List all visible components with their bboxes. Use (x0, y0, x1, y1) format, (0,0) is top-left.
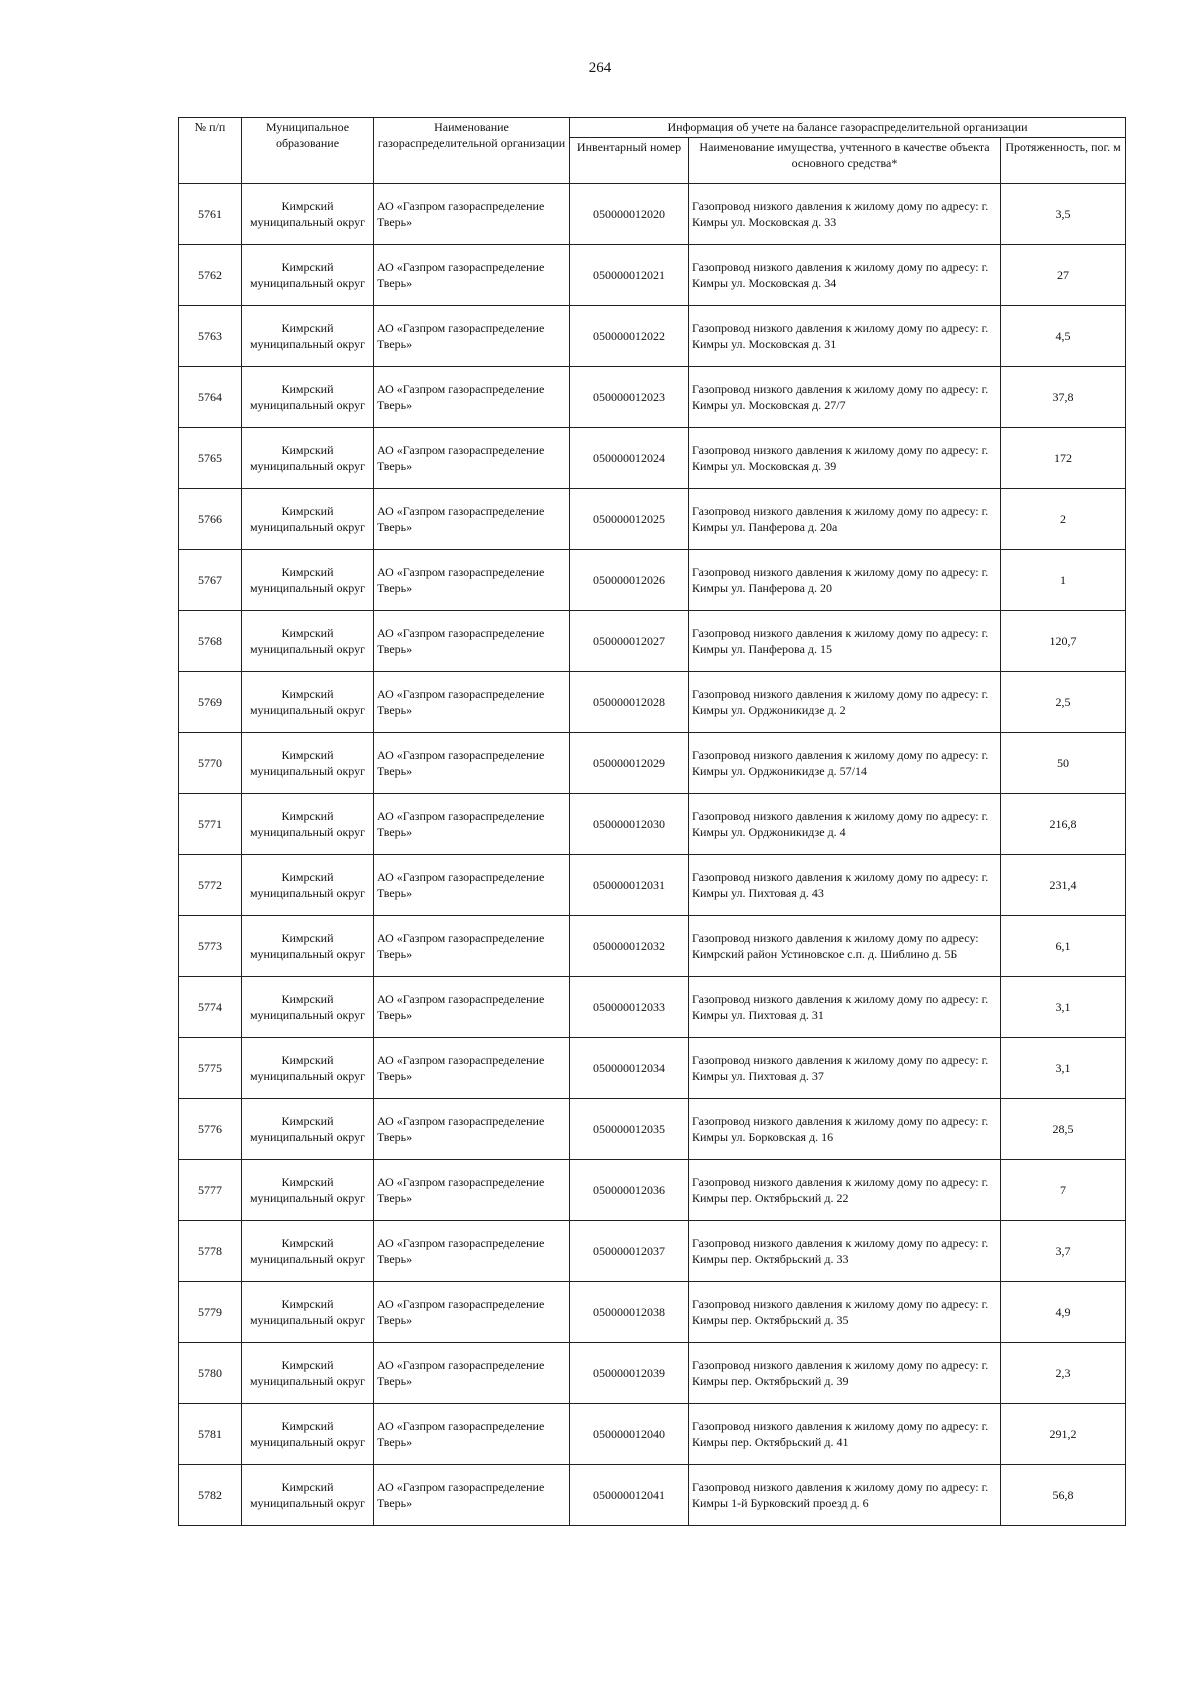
cell-organization: АО «Газпром газораспределение Тверь» (374, 733, 570, 794)
cell-organization: АО «Газпром газораспределение Тверь» (374, 184, 570, 245)
cell-municipality: Кимрский муниципальный округ (242, 611, 374, 672)
cell-num: 5772 (179, 855, 242, 916)
cell-length: 27 (1001, 245, 1126, 306)
cell-property-name: Газопровод низкого давления к жилому дому по адресу: г. Кимры пер. Октябрьский д. 33 (689, 1221, 1001, 1282)
table-row (179, 1099, 1126, 1160)
cell-municipality: Кимрский муниципальный округ (242, 1404, 374, 1465)
cell-property-name: Газопровод низкого давления к жилому дому по адресу: г. Кимры ул. Московская д. 34 (689, 245, 1001, 306)
cell-inventory-number: 050000012025 (570, 489, 689, 550)
header-accounting-group: Информация об учете на балансе газораспределительной организации (570, 118, 1126, 138)
cell-num: 5766 (179, 489, 242, 550)
cell-organization: АО «Газпром газораспределение Тверь» (374, 367, 570, 428)
cell-property-name: Газопровод низкого давления к жилому дому по адресу: г. Кимры ул. Панферова д. 15 (689, 611, 1001, 672)
cell-inventory-number: 050000012040 (570, 1404, 689, 1465)
cell-municipality: Кимрский муниципальный округ (242, 916, 374, 977)
cell-inventory-number: 050000012026 (570, 550, 689, 611)
cell-property-name: Газопровод низкого давления к жилому дому по адресу: г. Кимры ул. Панферова д. 20а (689, 489, 1001, 550)
cell-length: 4,5 (1001, 306, 1126, 367)
cell-organization: АО «Газпром газораспределение Тверь» (374, 1282, 570, 1343)
cell-organization: АО «Газпром газораспределение Тверь» (374, 672, 570, 733)
cell-num: 5776 (179, 1099, 242, 1160)
cell-num: 5761 (179, 184, 242, 245)
cell-length: 3,7 (1001, 1221, 1126, 1282)
cell-length: 7 (1001, 1160, 1126, 1221)
table-row (179, 245, 1126, 306)
cell-organization: АО «Газпром газораспределение Тверь» (374, 1160, 570, 1221)
cell-num: 5774 (179, 977, 242, 1038)
table-row (179, 1404, 1126, 1465)
cell-organization: АО «Газпром газораспределение Тверь» (374, 611, 570, 672)
cell-organization: АО «Газпром газораспределение Тверь» (374, 550, 570, 611)
cell-organization: АО «Газпром газораспределение Тверь» (374, 1038, 570, 1099)
cell-organization: АО «Газпром газораспределение Тверь» (374, 916, 570, 977)
cell-length: 56,8 (1001, 1465, 1126, 1526)
cell-length: 3,1 (1001, 1038, 1126, 1099)
table-row (179, 611, 1126, 672)
cell-num: 5763 (179, 306, 242, 367)
table-row (179, 794, 1126, 855)
cell-municipality: Кимрский муниципальный округ (242, 733, 374, 794)
cell-inventory-number: 050000012035 (570, 1099, 689, 1160)
cell-municipality: Кимрский муниципальный округ (242, 855, 374, 916)
cell-num: 5778 (179, 1221, 242, 1282)
cell-num: 5780 (179, 1343, 242, 1404)
cell-municipality: Кимрский муниципальный округ (242, 245, 374, 306)
cell-inventory-number: 050000012023 (570, 367, 689, 428)
cell-inventory-number: 050000012024 (570, 428, 689, 489)
cell-length: 172 (1001, 428, 1126, 489)
cell-municipality: Кимрский муниципальный округ (242, 1465, 374, 1526)
cell-organization: АО «Газпром газораспределение Тверь» (374, 306, 570, 367)
cell-inventory-number: 050000012032 (570, 916, 689, 977)
table-row (179, 1465, 1126, 1526)
cell-inventory-number: 050000012034 (570, 1038, 689, 1099)
cell-length: 231,4 (1001, 855, 1126, 916)
cell-property-name: Газопровод низкого давления к жилому дому по адресу: г. Кимры 1-й Бурковский проезд д. 6 (689, 1465, 1001, 1526)
cell-inventory-number: 050000012030 (570, 794, 689, 855)
cell-property-name: Газопровод низкого давления к жилому дому по адресу: г. Кимры ул. Пихтовая д. 31 (689, 977, 1001, 1038)
cell-organization: АО «Газпром газораспределение Тверь» (374, 977, 570, 1038)
header-inventory: Инвентарный номер (570, 138, 689, 184)
page-number: 264 (588, 60, 612, 76)
table-row (179, 184, 1126, 245)
cell-num: 5770 (179, 733, 242, 794)
cell-length: 3,1 (1001, 977, 1126, 1038)
cell-property-name: Газопровод низкого давления к жилому дому по адресу: г. Кимры ул. Московская д. 27/7 (689, 367, 1001, 428)
table-body (179, 184, 1126, 1526)
cell-organization: АО «Газпром газораспределение Тверь» (374, 1099, 570, 1160)
cell-num: 5779 (179, 1282, 242, 1343)
cell-organization: АО «Газпром газораспределение Тверь» (374, 1221, 570, 1282)
table-row (179, 306, 1126, 367)
cell-length: 216,8 (1001, 794, 1126, 855)
cell-inventory-number: 050000012021 (570, 245, 689, 306)
table-row (179, 1221, 1126, 1282)
property-registry-table (178, 117, 1126, 1526)
cell-num: 5777 (179, 1160, 242, 1221)
cell-municipality: Кимрский муниципальный округ (242, 1282, 374, 1343)
cell-length: 2,3 (1001, 1343, 1126, 1404)
cell-inventory-number: 050000012041 (570, 1465, 689, 1526)
cell-property-name: Газопровод низкого давления к жилому дому по адресу: Кимрский район Устиновское с.п. д. Шиблино д. 5Б (689, 916, 1001, 977)
cell-length: 3,5 (1001, 184, 1126, 245)
cell-organization: АО «Газпром газораспределение Тверь» (374, 489, 570, 550)
cell-inventory-number: 050000012039 (570, 1343, 689, 1404)
cell-num: 5767 (179, 550, 242, 611)
cell-property-name: Газопровод низкого давления к жилому дому по адресу: г. Кимры пер. Октябрьский д. 39 (689, 1343, 1001, 1404)
cell-length: 291,2 (1001, 1404, 1126, 1465)
table-header (179, 118, 1126, 184)
cell-organization: АО «Газпром газораспределение Тверь» (374, 794, 570, 855)
cell-inventory-number: 050000012036 (570, 1160, 689, 1221)
cell-num: 5764 (179, 367, 242, 428)
cell-num: 5775 (179, 1038, 242, 1099)
cell-municipality: Кимрский муниципальный округ (242, 672, 374, 733)
cell-length: 120,7 (1001, 611, 1126, 672)
cell-num: 5768 (179, 611, 242, 672)
cell-inventory-number: 050000012031 (570, 855, 689, 916)
cell-organization: АО «Газпром газораспределение Тверь» (374, 855, 570, 916)
cell-property-name: Газопровод низкого давления к жилому дому по адресу: г. Кимры ул. Московская д. 39 (689, 428, 1001, 489)
cell-inventory-number: 050000012033 (570, 977, 689, 1038)
table-row (179, 855, 1126, 916)
header-num: № п/п (179, 118, 242, 184)
cell-inventory-number: 050000012027 (570, 611, 689, 672)
cell-municipality: Кимрский муниципальный округ (242, 977, 374, 1038)
cell-inventory-number: 050000012029 (570, 733, 689, 794)
cell-length: 1 (1001, 550, 1126, 611)
cell-num: 5782 (179, 1465, 242, 1526)
cell-municipality: Кимрский муниципальный округ (242, 794, 374, 855)
table-row (179, 1343, 1126, 1404)
cell-organization: АО «Газпром газораспределение Тверь» (374, 1343, 570, 1404)
table-row (179, 428, 1126, 489)
header-municipality: Муниципальное образование (242, 118, 374, 184)
cell-municipality: Кимрский муниципальный округ (242, 428, 374, 489)
table-row (179, 916, 1126, 977)
table-row (179, 550, 1126, 611)
cell-property-name: Газопровод низкого давления к жилому дому по адресу: г. Кимры ул. Борковская д. 16 (689, 1099, 1001, 1160)
cell-length: 2,5 (1001, 672, 1126, 733)
cell-municipality: Кимрский муниципальный округ (242, 489, 374, 550)
header-row-top (179, 118, 1126, 138)
cell-property-name: Газопровод низкого давления к жилому дому по адресу: г. Кимры ул. Орджоникидзе д. 57/14 (689, 733, 1001, 794)
cell-inventory-number: 050000012038 (570, 1282, 689, 1343)
cell-property-name: Газопровод низкого давления к жилому дому по адресу: г. Кимры пер. Октябрьский д. 22 (689, 1160, 1001, 1221)
cell-organization: АО «Газпром газораспределение Тверь» (374, 245, 570, 306)
cell-inventory-number: 050000012028 (570, 672, 689, 733)
table-row (179, 1038, 1126, 1099)
cell-length: 28,5 (1001, 1099, 1126, 1160)
table-row (179, 977, 1126, 1038)
cell-num: 5781 (179, 1404, 242, 1465)
table-row (179, 1160, 1126, 1221)
cell-length: 2 (1001, 489, 1126, 550)
cell-municipality: Кимрский муниципальный округ (242, 1038, 374, 1099)
cell-municipality: Кимрский муниципальный округ (242, 1099, 374, 1160)
cell-property-name: Газопровод низкого давления к жилому дому по адресу: г. Кимры пер. Октябрьский д. 35 (689, 1282, 1001, 1343)
cell-property-name: Газопровод низкого давления к жилому дому по адресу: г. Кимры ул. Пихтовая д. 43 (689, 855, 1001, 916)
cell-property-name: Газопровод низкого давления к жилому дому по адресу: г. Кимры ул. Орджоникидзе д. 2 (689, 672, 1001, 733)
cell-municipality: Кимрский муниципальный округ (242, 184, 374, 245)
cell-municipality: Кимрский муниципальный округ (242, 550, 374, 611)
cell-num: 5769 (179, 672, 242, 733)
cell-property-name: Газопровод низкого давления к жилому дому по адресу: г. Кимры ул. Московская д. 31 (689, 306, 1001, 367)
cell-property-name: Газопровод низкого давления к жилому дому по адресу: г. Кимры ул. Пихтовая д. 37 (689, 1038, 1001, 1099)
cell-length: 4,9 (1001, 1282, 1126, 1343)
cell-property-name: Газопровод низкого давления к жилому дому по адресу: г. Кимры пер. Октябрьский д. 41 (689, 1404, 1001, 1465)
cell-organization: АО «Газпром газораспределение Тверь» (374, 1404, 570, 1465)
cell-length: 50 (1001, 733, 1126, 794)
table-row (179, 367, 1126, 428)
table-row (179, 489, 1126, 550)
header-length: Протяженность, пог. м (1001, 138, 1126, 184)
cell-num: 5762 (179, 245, 242, 306)
cell-inventory-number: 050000012037 (570, 1221, 689, 1282)
cell-property-name: Газопровод низкого давления к жилому дому по адресу: г. Кимры ул. Московская д. 33 (689, 184, 1001, 245)
cell-municipality: Кимрский муниципальный округ (242, 1221, 374, 1282)
cell-num: 5771 (179, 794, 242, 855)
table-row (179, 1282, 1126, 1343)
cell-length: 37,8 (1001, 367, 1126, 428)
cell-property-name: Газопровод низкого давления к жилому дому по адресу: г. Кимры ул. Панферова д. 20 (689, 550, 1001, 611)
table-row (179, 733, 1126, 794)
cell-organization: АО «Газпром газораспределение Тверь» (374, 428, 570, 489)
cell-inventory-number: 050000012022 (570, 306, 689, 367)
cell-municipality: Кимрский муниципальный округ (242, 1343, 374, 1404)
header-organization: Наименование газораспределительной организации (374, 118, 570, 184)
cell-municipality: Кимрский муниципальный округ (242, 367, 374, 428)
cell-municipality: Кимрский муниципальный округ (242, 1160, 374, 1221)
cell-property-name: Газопровод низкого давления к жилому дому по адресу: г. Кимры ул. Орджоникидзе д. 4 (689, 794, 1001, 855)
cell-municipality: Кимрский муниципальный округ (242, 306, 374, 367)
cell-length: 6,1 (1001, 916, 1126, 977)
cell-organization: АО «Газпром газораспределение Тверь» (374, 1465, 570, 1526)
cell-inventory-number: 050000012020 (570, 184, 689, 245)
header-property: Наименование имущества, учтенного в качестве объекта основного средства* (689, 138, 1001, 184)
cell-num: 5765 (179, 428, 242, 489)
table-row (179, 672, 1126, 733)
cell-num: 5773 (179, 916, 242, 977)
